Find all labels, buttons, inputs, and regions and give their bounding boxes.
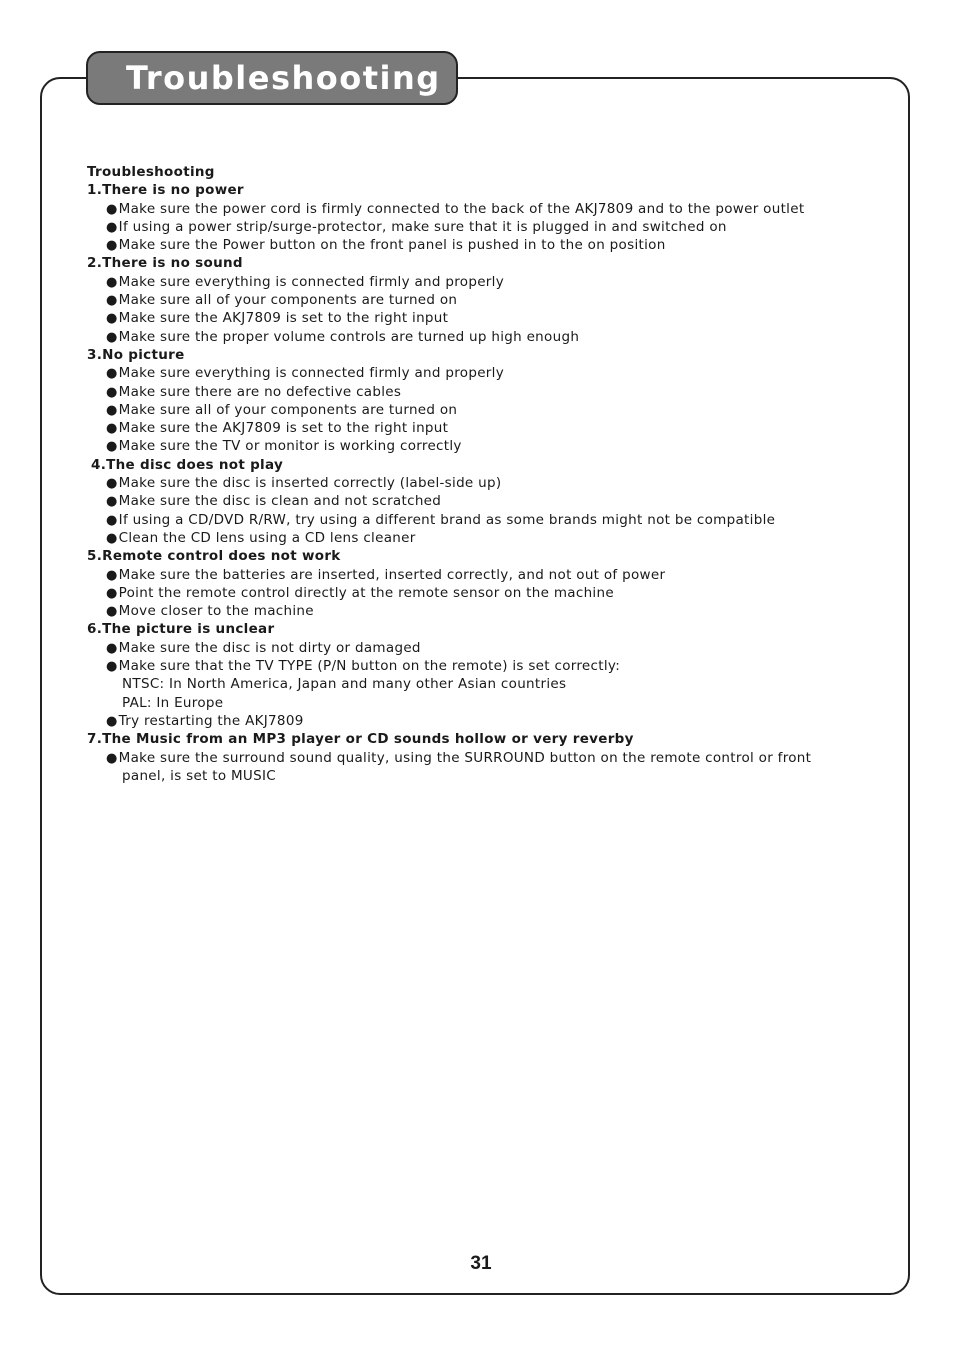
list-item: ●Make sure everything is connected firmly and properly (106, 273, 504, 290)
list-item: ●Move closer to the machine (106, 603, 314, 620)
list-item: ●Make sure all of your components are turned on (106, 292, 458, 309)
bullet-icon: ● (106, 366, 118, 382)
list-item: ●Make sure the surround sound quality, using the SURROUND button on the remote control or front (106, 749, 812, 766)
bullet-icon: ● (106, 201, 118, 217)
list-item: ●Make sure the disc is inserted correctly (label-side up) (106, 475, 502, 492)
list-item: ●Make sure the disc is not dirty or damaged (106, 639, 421, 656)
list-item: ●Make sure that the TV TYPE (P/N button on the remote) is set correctly: (106, 658, 621, 675)
troubleshooting-content (87, 163, 827, 785)
list-item: ●Make sure the Power button on the front panel is pushed in to the on position (106, 237, 666, 254)
section-heading: 3.No picture (87, 346, 185, 363)
bullet-icon: ● (106, 604, 118, 620)
section-heading: 7.The Music from an MP3 player or CD sounds hollow or very reverby (87, 731, 634, 748)
list-item: ●Clean the CD lens using a CD lens cleaner (106, 529, 416, 546)
section-heading: 1.There is no power (87, 182, 244, 199)
title-tab (86, 51, 458, 105)
list-item: ●Make sure the power cord is firmly connected to the back of the AKJ7809 and to the power outlet (106, 200, 805, 217)
bullet-icon: ● (106, 476, 118, 492)
bullet-icon: ● (106, 311, 118, 327)
bullet-icon: ● (106, 439, 118, 455)
bullet-icon: ● (106, 293, 118, 309)
page-title: Troubleshooting (126, 59, 441, 97)
page-number: 31 (470, 1253, 492, 1274)
section-heading: 6.The picture is unclear (87, 621, 275, 638)
section-title: Troubleshooting (87, 164, 215, 180)
bullet-icon: ● (106, 567, 118, 583)
bullet-icon: ● (106, 530, 118, 546)
list-item: ●Make sure everything is connected firmly and properly (106, 365, 504, 382)
list-item-note: PAL: In Europe (122, 694, 224, 711)
list-item: ●If using a CD/DVD R/RW, try using a different brand as some brands might not be compatible (106, 511, 776, 528)
list-item: ●Make sure the proper volume controls are turned up high enough (106, 328, 580, 345)
list-item: ●Make sure the batteries are inserted, inserted correctly, and not out of power (106, 566, 666, 583)
bullet-icon: ● (106, 329, 118, 345)
section-heading: 2.There is no sound (87, 255, 243, 272)
bullet-icon: ● (106, 384, 118, 400)
section-heading: 5.Remote control does not work (87, 548, 341, 565)
list-item: ●If using a power strip/surge-protector, make sure that it is plugged in and switched on (106, 218, 727, 235)
bullet-icon: ● (106, 512, 118, 528)
section-heading: 4.The disc does not play (91, 456, 284, 473)
bullet-icon: ● (106, 219, 118, 235)
bullet-icon: ● (106, 585, 118, 601)
bullet-icon: ● (106, 713, 118, 729)
bullet-icon: ● (106, 274, 118, 290)
bullet-icon: ● (106, 494, 118, 510)
bullet-icon: ● (106, 640, 118, 656)
list-item: ●Point the remote control directly at the remote sensor on the machine (106, 584, 614, 601)
list-item: ●Make sure the disc is clean and not scratched (106, 493, 442, 510)
list-item: ●Make sure all of your components are turned on (106, 401, 458, 418)
bullet-icon: ● (106, 750, 118, 766)
bullet-icon: ● (106, 659, 118, 675)
list-item-note: NTSC: In North America, Japan and many other Asian countries (122, 676, 567, 693)
list-item: ●Make sure the AKJ7809 is set to the right input (106, 420, 449, 437)
list-item: ●Make sure the TV or monitor is working correctly (106, 438, 462, 455)
list-item: ●Try restarting the AKJ7809 (106, 712, 304, 729)
bullet-icon: ● (106, 238, 118, 254)
list-item: ●Make sure there are no defective cables (106, 383, 402, 400)
list-item-continuation: panel, is set to MUSIC (122, 767, 276, 784)
list-item: ●Make sure the AKJ7809 is set to the right input (106, 310, 449, 327)
bullet-icon: ● (106, 421, 118, 437)
bullet-icon: ● (106, 402, 118, 418)
